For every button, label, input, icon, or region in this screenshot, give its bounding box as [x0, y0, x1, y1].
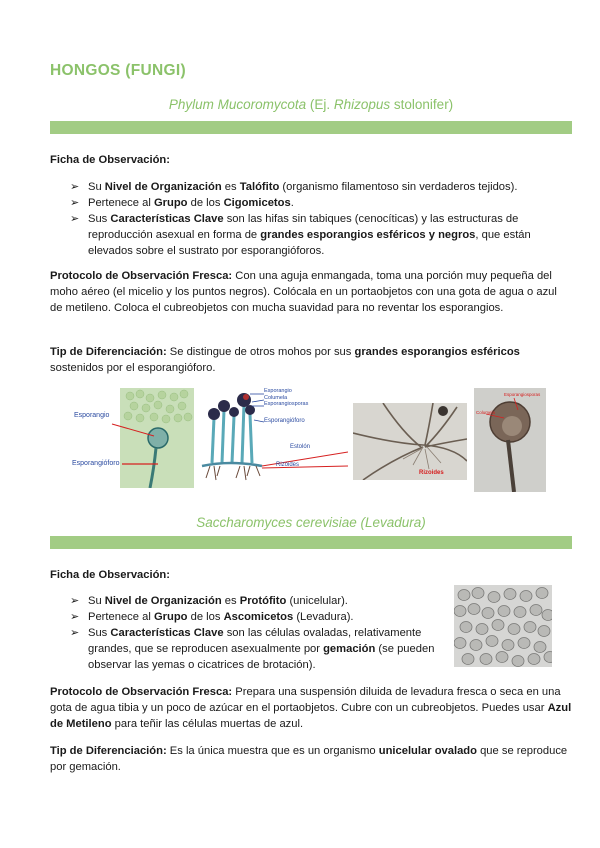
protocol-text: Con una aguja enmangada, toma una porción muy pequeña del moho aéreo (el micelio y los puntos negros). Colócala en un portaobjetos con una gota de agua o azul de metileno. Coloca el cubreobjetos con mucha suavidad para no reventar los esporangios. [50, 270, 557, 314]
text: de los [187, 197, 224, 209]
label-d-esporangiosporas: Esporangiosporas [264, 401, 309, 407]
label-m-rizoides: Rizoides [419, 470, 444, 476]
label-r-esporangiosporas: Esporangiosporas [504, 392, 541, 397]
section2-bullet-grupo [50, 609, 440, 625]
text: es [221, 595, 240, 607]
bullet-arrow-icon: ➢ [70, 611, 80, 623]
bold-text: grandes esporangios esféricos y negros [260, 229, 476, 241]
label-d-esporangioforo: Esporangióforo [264, 418, 305, 424]
bold-text: grandes esporangios esféricos [354, 346, 520, 358]
yeast-cell [542, 610, 552, 621]
yeast-cell [480, 654, 492, 665]
label-d-columela: Columela [264, 394, 288, 401]
main-title: HONGOS (FUNGI) [50, 62, 186, 79]
text: son las hifas sin tabiques (cenocíticas) y las estructuras de reproducción asexual en forma de [88, 213, 519, 241]
bullet-arrow-icon: ➢ [70, 213, 80, 225]
section1-protocol [50, 268, 572, 316]
label-d-esporangio: Esporangio [264, 388, 292, 394]
protocol-label: Protocolo de Observación Fresca: [50, 686, 233, 698]
text: Prepara una suspensión diluida de levadura fresca o seca en una gota de agua tibia y un poco de azúcar en el portaobjetos. Cubre con un cubreobjetos. Puedes usar [50, 686, 561, 714]
section1-title-genus: Rhizopus [333, 97, 391, 112]
yeast-cell [544, 652, 552, 663]
section2-bullet-caracteristicas [50, 625, 440, 673]
yeast-cell [514, 607, 526, 618]
figure-yeast-micrograph [454, 585, 552, 667]
bold-text: Nivel de Organización [104, 595, 222, 607]
yeast-cell [458, 590, 470, 601]
section2-tip [50, 743, 572, 775]
yeast-cell [496, 652, 508, 663]
section1-bullet-organizacion [50, 179, 572, 195]
bold-text: Grupo [153, 611, 188, 623]
yeast-cell [538, 626, 550, 637]
text: Es la única muestra que es un organismo [166, 745, 379, 757]
text: Su [88, 595, 105, 607]
bold-text: Grupo [153, 197, 188, 209]
yeast-cell [512, 656, 524, 667]
section1-title-phylum: Phylum Mucoromycota [168, 97, 307, 112]
text: Se distingue de otros mohos por sus [166, 346, 355, 358]
section1-title-suffix: stolonifer) [390, 97, 454, 112]
text: Pertenece al [88, 197, 154, 209]
section1-title [50, 97, 572, 112]
bold-text: Protófito [239, 595, 287, 607]
yeast-cell [498, 606, 510, 617]
yeast-cell [528, 654, 540, 665]
section1-tip [50, 344, 572, 376]
section2-divider-bar [50, 536, 572, 549]
section1-divider-bar [50, 121, 572, 134]
text: es [221, 181, 240, 193]
section1-bullet-list [50, 179, 572, 259]
yeast-cell [472, 588, 484, 599]
bold-text: unicelular ovalado [378, 745, 477, 757]
bold-text: Nivel de Organización [104, 181, 222, 193]
yeast-cell [488, 592, 500, 603]
section1-ficha-heading: Ficha de Observación: [50, 154, 170, 166]
text: Su [88, 181, 105, 193]
bold-text: gemación [323, 643, 376, 655]
text: que se reproduce por gemación. [50, 745, 568, 773]
yeast-cell [518, 638, 530, 649]
yeast-cell [486, 636, 498, 647]
text: (se pueden observar las yemas o cicatrices de brotación). [88, 643, 435, 671]
bullet-arrow-icon: ➢ [70, 595, 80, 607]
label-d-estolon: Estolón [290, 444, 311, 450]
protocol-label: Protocolo de Observación Fresca: [50, 270, 233, 282]
label-esporangioforo: Esporangióforo [72, 460, 120, 467]
yeast-cell [534, 642, 546, 653]
bold-text: Azul de Metileno [50, 702, 572, 730]
text: para teñir las células muertas de azul. [111, 718, 304, 730]
yeast-cell [470, 640, 482, 651]
yeast-cell [502, 640, 514, 651]
figure-rhizoids-micrograph [353, 403, 467, 480]
section2-bullet-organizacion [50, 593, 440, 609]
text: (organismo filamentoso sin verdaderos tejidos). [279, 181, 518, 193]
text: Sus [88, 627, 111, 639]
figure-sporangium-closeup [474, 388, 546, 492]
yeast-cell [504, 589, 516, 600]
text: , que están elevados sobre el sustrato por esporangióforos. [88, 229, 531, 257]
yeast-cell [460, 622, 472, 633]
tip-label: Tip de Diferenciación: [50, 745, 167, 757]
section1-bullet-caracteristicas [50, 211, 572, 259]
figure-rhizopus-diagram [200, 388, 348, 488]
section2-protocol [50, 684, 572, 732]
text: . [290, 197, 294, 209]
section2-ficha-heading: Ficha de Observación: [50, 569, 170, 581]
yeast-cell [454, 638, 466, 649]
bold-text: Características Clave [110, 627, 224, 639]
section2-title [50, 515, 572, 530]
tip-label: Tip de Diferenciación: [50, 346, 167, 358]
yeast-cell [476, 624, 488, 635]
bold-text: Ascomicetos [223, 611, 294, 623]
yeast-cell [508, 624, 520, 635]
yeast-cell [462, 654, 474, 665]
bold-text: Características Clave [110, 213, 224, 225]
yeast-cell [530, 605, 542, 616]
bullet-arrow-icon: ➢ [70, 627, 80, 639]
text: (unicelular). [286, 595, 348, 607]
yeast-cell [536, 588, 548, 599]
section1-bullet-grupo [50, 195, 572, 211]
text: (Levadura). [293, 611, 354, 623]
bullet-arrow-icon: ➢ [70, 181, 80, 193]
bold-text: Cigomicetos [223, 197, 291, 209]
text: Pertenece al [88, 611, 154, 623]
diagram-top-labels [264, 388, 308, 408]
label-r-columela: Columela [476, 410, 496, 415]
text: sostenidos por el esporangióforo. [50, 362, 216, 374]
yeast-cell [454, 606, 466, 617]
yeast-cell [468, 604, 480, 615]
yeast-cell [492, 620, 504, 631]
figure-sporangium-micrograph [70, 388, 194, 488]
section2-bullet-list [50, 593, 440, 673]
text: de los [187, 611, 224, 623]
yeast-cell [524, 622, 536, 633]
yeast-cell [482, 608, 494, 619]
label-esporangio: Esporangio [74, 412, 110, 419]
text: son las células ovaladas, relativamente grandes, que se reproducen asexualmente por [88, 627, 422, 655]
text: Sus [88, 213, 111, 225]
label-d-rizoides: Rizoides [276, 462, 300, 468]
bold-text: Talófito [239, 181, 280, 193]
bullet-arrow-icon: ➢ [70, 197, 80, 209]
yeast-cell [520, 591, 532, 602]
section2-title-text: Saccharomyces cerevisiae (Levadura) [196, 515, 426, 530]
section1-title-prefix: (Ej. [306, 97, 334, 112]
